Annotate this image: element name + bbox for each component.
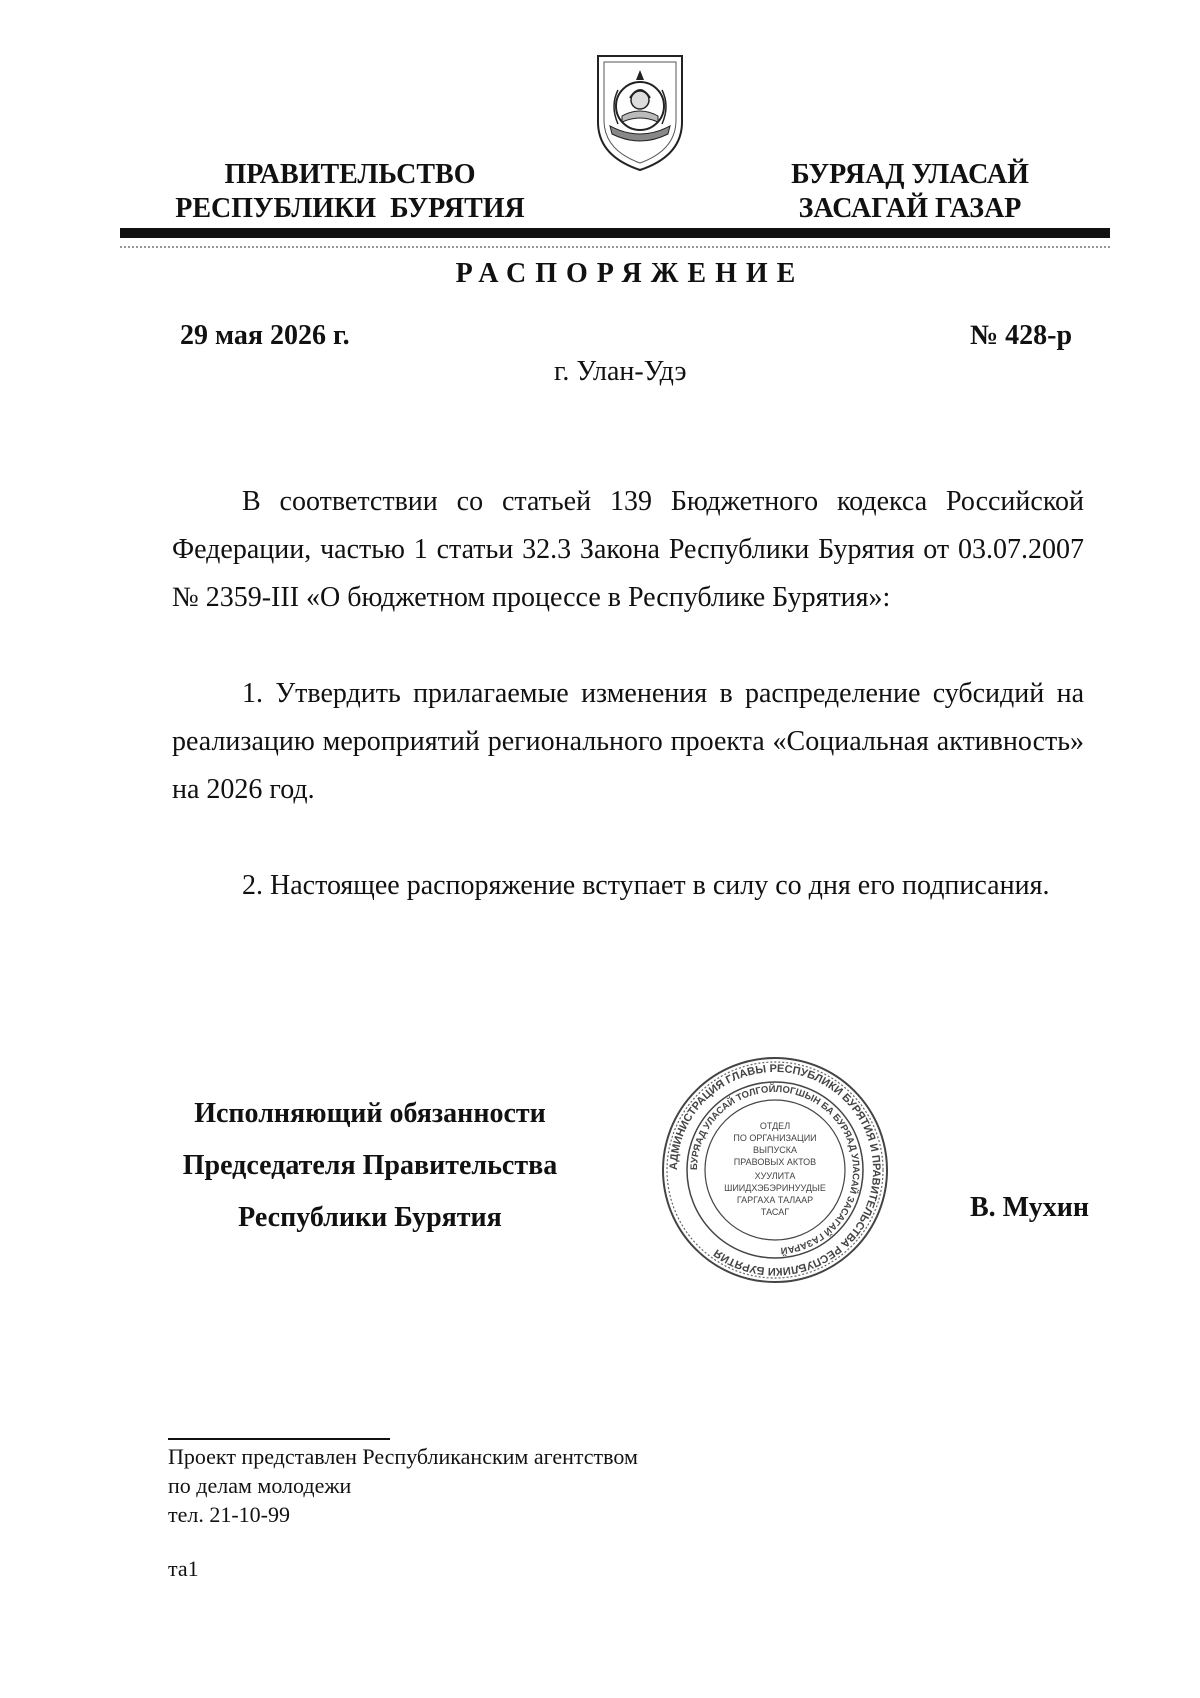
footer-note (168, 1442, 638, 1529)
seal-center-line4: ПРАВОВЫХ АКТОВ (733, 1157, 817, 1167)
paragraph-preamble: В соответствии со статьей 139 Бюджетного кодекса Российской Федерации, частью 1 статьи 32.3 Закона Республики Бурятия от 03.07.2007 № 2359-III «О бюджетном процессе в Республике Бурятия»: (172, 486, 1084, 613)
document-city: г. Улан-Удэ (554, 356, 687, 387)
seal-center-line6: ШИИДХЭБЭРИНУУДЫЕ (724, 1183, 826, 1193)
seal-center-line3: ВЫПУСКА (753, 1145, 797, 1155)
seal-center-line5: ХУУЛИТА (754, 1171, 796, 1181)
signatory-line3: Республики Бурятия (238, 1202, 502, 1233)
coat-of-arms-emblem (592, 52, 688, 174)
seal-inner-text: БУРЯАД УЛАСАЙ ТОЛГОЙЛОГШЫН БА БУРЯАД УЛАСАЙ ЗАСАГАЙ ГАЗАРАЙ (688, 1083, 862, 1256)
document-number: № 428-р (970, 320, 1073, 351)
seal-center-line2: ПО ОРГАНИЗАЦИИ (733, 1133, 817, 1143)
footer-line2: по делам молодежи (168, 1473, 352, 1498)
signatory-name: В. Мухин (970, 1192, 1089, 1223)
footer-line1: Проект представлен Республиканским агентством (168, 1444, 638, 1469)
seal-center-line7: ГАРГАХА ТАЛААР (736, 1195, 814, 1205)
signatory-position (160, 1088, 580, 1244)
document-type-title: РАСПОРЯЖЕНИЕ (455, 258, 805, 289)
paragraph-item-1: 1. Утвердить прилагаемые изменения в распределение субсидий на реализацию мероприятий регионального проекта «Социальная активность» на 2026 год. (172, 678, 1084, 805)
svg-text:БУРЯАД УЛАСАЙ ТОЛГОЙЛОГШЫН БА (689, 1083, 861, 1257)
seal-outer-text: АДМИНИСТРАЦИЯ ГЛАВЫ РЕСПУБЛИКИ БУРЯТИЯ И ПРАВИТЕЛЬСТВА РЕСПУБЛИКИ БУРЯТИЯ (667, 1062, 883, 1278)
seal-center-line8: ТАСАГ (760, 1207, 790, 1217)
document-code: та1 (168, 1556, 199, 1581)
header-right-line2: ЗАСАГАЙ ГАЗАР (798, 193, 1022, 224)
signatory-line1: Исполняющий обязанности (194, 1098, 546, 1129)
header-divider-thin (120, 246, 1110, 248)
header-right (765, 158, 1055, 226)
footer-line3: тел. 21-10-99 (168, 1502, 291, 1527)
header-right-line1: БУРЯАД УЛАСАЙ (791, 159, 1029, 190)
paragraph-item-2: 2. Настоящее распоряжение вступает в силу со дня его подписания. (242, 870, 1050, 901)
header-left-line2: РЕСПУБЛИКИ БУРЯТИЯ (175, 193, 525, 224)
svg-text:АДМИНИСТРАЦИЯ ГЛАВЫ РЕСПУБЛИКИ (668, 1063, 882, 1277)
header-left-line1: ПРАВИТЕЛЬСТВО (224, 159, 476, 190)
footnote-rule (168, 1438, 390, 1440)
signatory-line2: Председателя Правительства (182, 1150, 558, 1181)
document-date: 29 мая 2026 г. (180, 320, 350, 351)
official-seal-stamp (660, 1055, 890, 1285)
header-left (160, 158, 540, 226)
seal-center-line1: ОТДЕЛ (759, 1121, 791, 1131)
header-divider-thick (120, 228, 1110, 238)
